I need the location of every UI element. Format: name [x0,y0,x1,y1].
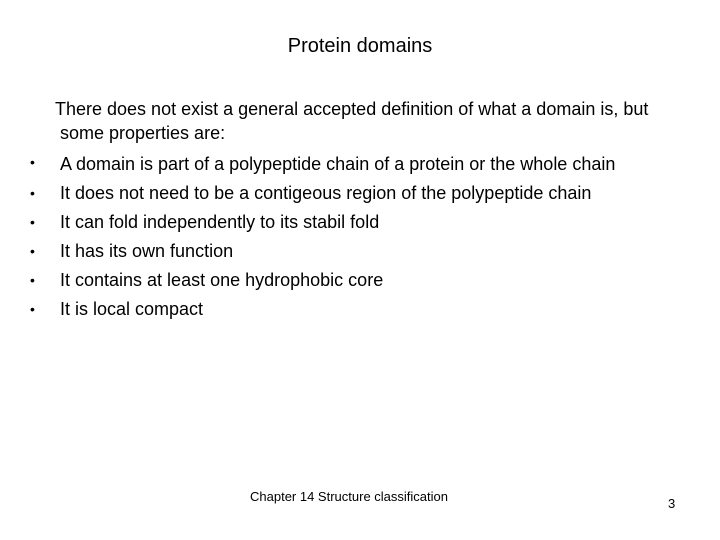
bullet-icon: • [30,214,35,230]
bullet-icon: • [30,301,35,317]
bullet-text: It does not need to be a contigeous region of the polypeptide chain [60,183,592,203]
bullet-icon: • [30,185,35,201]
bullet-text: It contains at least one hydrophobic core [60,270,384,290]
bullet-text: A domain is part of a polypeptide chain of a protein or the whole chain [60,154,616,174]
bullet-item [30,266,670,295]
slide-body [30,97,670,324]
bullet-icon: • [30,154,35,170]
bullet-item [30,150,670,179]
bullet-text: It can fold independently to its stabil fold [60,212,380,232]
bullet-text: It is local compact [60,299,204,319]
bullet-item [30,208,670,237]
bullet-item [30,179,670,208]
bullet-list [30,150,670,324]
bullet-icon: • [30,243,35,259]
footer-text: Chapter 14 Structure classification [250,489,448,504]
slide-title: Protein domains [287,35,433,57]
intro-text: There does not exist a general accepted definition of what a domain is, but some properties are: [55,99,649,143]
bullet-item [30,237,670,266]
bullet-icon: • [30,272,35,288]
page-number: 3 [668,496,676,511]
bullet-item [30,295,670,324]
bullet-text: It has its own function [60,241,234,261]
